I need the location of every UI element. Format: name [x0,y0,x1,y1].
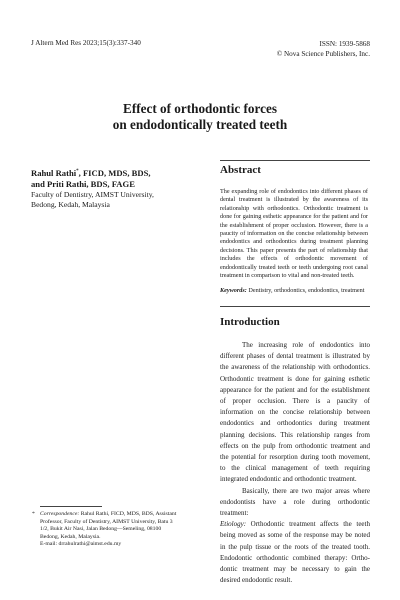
introduction-heading: Introduction [220,316,280,328]
author-block [31,166,191,211]
introduction-body [220,340,370,586]
keywords-label: Keywords: [220,287,247,295]
footnote-rule [40,506,102,507]
footnote-label: Correspondence: [40,511,80,517]
keywords-list: Dentistry, orthodontics, endodontics, treatment [246,287,365,295]
publisher-info [277,39,370,59]
intro-paragraph-1: The increasing role of endodontics into different phases of dental treatment is illustrated by the awareness of the relationship with orthodontics. Orthodontic treatment is done for gaining esthetic appearance for the patient and for the establishment of proper occlusion. There is a paucity of information on the concise relationship between endodontics and orthodontics during treatment planning decisions. This relationship ranges from effects on the pulp from orthodontic treatment and the potential for resorption during tooth movement, to the clinical management of teeth requiring integrated endodontic and orthodontic treatment. [220,341,370,484]
title-line-1: Effect of orthodontic forces [123,101,277,116]
paper-title [40,101,360,133]
etiology-text: Orthodontic treatment affects the teeth being moved as some of the response may be noted in the pulp tissue or the roots of the treated tooth. Endodontic orthodontic combined therapy: Ortho-dontic treatment may be necessary to gain the desired endodontic result. [220,520,370,585]
footnote-mark: * [32,511,35,517]
journal-citation: J Altern Med Res 2023;15(3):337-340 [31,39,141,47]
intro-paragraph-2: Basically, there are two major areas where endodontists have a role during orthodontic treatment: [220,486,370,518]
footnote-email: E-mail: drrahulrathi@aimst.edu.my [40,541,122,548]
intro-paragraph-3 [220,519,370,586]
publisher: © Nova Science Publishers, Inc. [276,50,370,58]
author-2: and Priti Rathi, BDS, FAGE [31,178,135,189]
abstract-bottom-rule [220,306,370,307]
etiology-label: Etiology: [220,520,247,529]
correspondence-footnote [32,511,180,549]
footnote-text: Rahul Rathi, FICD, MDS, BDS, Assistant Professor, Faculty of Dentistry, AIMST University, Batu 3 1/2, Bukit Air Nasi, Jalan Bedong—Semeling, 08100 Bedong, Kedah, Malaysia. [40,511,177,540]
abstract-text: The expanding role of endodontics into different phases of dental treatment is illustrated by the awareness of its relationship with orthodontics. Orthodontic treatment is done for gaining esthetic appearance for the patient and for the establishment of proper occlusion. However, there is a paucity of information on the concise relationship between endodontics and orthodontics during treatment planning decisions. This paper presents the part of relationship that includes the effects of orthodontic movement of endodontically treated teeth or teeth undergoing root canal treatment in comparison to vital and non-treated teeth. [220,188,368,280]
author-1-name: Rahul Rathi [31,167,77,178]
affiliation-line-2: Bedong, Kedah, Malaysia [31,200,110,210]
title-line-2: on endodontically treated teeth [112,117,288,132]
abstract-top-rule [220,160,370,161]
introduction-section [220,316,370,586]
affiliation-line-1: Faculty of Dentistry, AIMST University, [31,189,154,199]
abstract-heading: Abstract [220,164,261,176]
author-1 [31,166,191,179]
abstract-section [220,164,368,296]
author-1-degrees: , FICD, MDS, BDS, [78,167,151,178]
issn: ISSN: 1939-5868 [319,40,370,48]
keywords [220,287,368,295]
author-1-mark: * [76,169,79,174]
